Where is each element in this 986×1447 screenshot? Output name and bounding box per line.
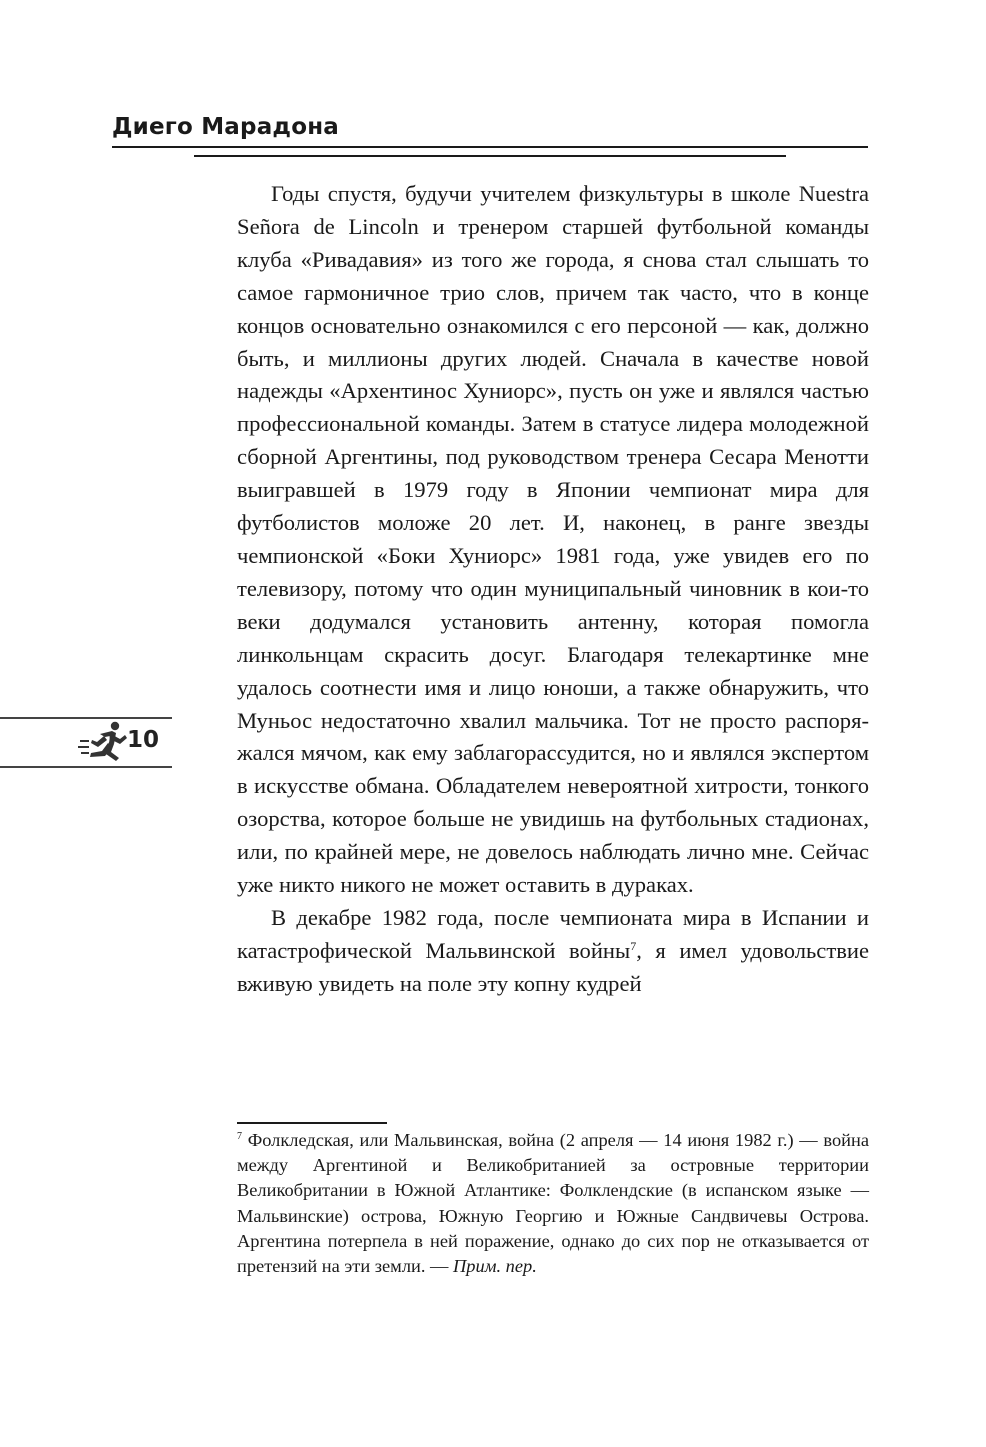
header-rule bbox=[112, 146, 868, 148]
footnote-text: Фолкледская, или Мальвинская, война (2 апреля — 14 июня 1982 г.) — война между Аргентиной и Великобританией за островные территории Великобритании в Южной Атлантике: Фолклендские (в испанском языке — Мальвинские) острова, Южную Георгию и Южные Сандвичевы Острова. Аргентина потерпела в ней поражение, однако до сих пор не отказывается от претензий на эти земли. — bbox=[237, 1130, 869, 1277]
footnote-attribution: Прим. пер. bbox=[453, 1256, 537, 1277]
header-rule-secondary bbox=[194, 155, 786, 157]
footnote bbox=[237, 1128, 869, 1279]
footnote-rule bbox=[237, 1122, 387, 1124]
main-text bbox=[237, 178, 869, 1001]
page-number: 10 bbox=[127, 727, 160, 753]
page-folio bbox=[0, 715, 172, 771]
folio-rule bbox=[0, 766, 172, 768]
paragraph-text: В декабре 1982 года, после чемпионата мира в Испании и катастрофической Мальвинской войны bbox=[237, 904, 869, 963]
paragraph-text: , я имел удовольствие вживую увидеть на поле эту копну кудрей bbox=[237, 937, 869, 996]
running-head-title: Диего Марадона bbox=[112, 114, 340, 140]
folio-rule bbox=[0, 717, 172, 719]
footnote-marker: 7 bbox=[237, 1131, 242, 1142]
runner-icon bbox=[78, 720, 128, 766]
paragraph bbox=[237, 902, 869, 1001]
footnote-reference: 7 bbox=[630, 938, 637, 953]
paragraph: Годы спустя, будучи учителем физкультуры в школе Nuestra Señora de Lincoln и тренером старшей футбольной команды клуба «Ривадавия» из того же города, я снова стал слышать то самое гармоничное трио слов, причем так часто, что в конце концов основательно ознакомился с его персоной — как, должно быть, и миллионы других людей. Сначала в качестве новой надежды «Архентинос Хуниорс», пусть он уже и являлся частью профессиональной команды. Затем в статусе лидера молодежной сборной Аргентины, под руководством тренера Сесара Менотти выигравшей в 1979 году в Японии чемпионат мира для футболистов моложе 20 лет. И, наконец, в ранге звезды чемпионской «Боки Хуниорс» 1981 года, уже увидев его по телевизору, потому что один муниципальный чиновник в кои-то веки додумался установить антенну, которая помогла линкольнцам скрасить досуг. Благодаря телекартинке мне удалось соотнести имя и лицо юноши, а также обнаружить, что Муньос недостаточно хвалил мальчика. Тот не просто распоряжался мячом, как ему заблагорассудится, но и являлся экспертом в искусстве обмана. Обладателем невероятной хитрости, тонкого озорства, которое больше не увидишь на футбольных стадионах, или, по крайней мере, не довелось наблюдать лично мне. Сейчас уже никто никого не может оставить в дураках. bbox=[237, 181, 869, 898]
